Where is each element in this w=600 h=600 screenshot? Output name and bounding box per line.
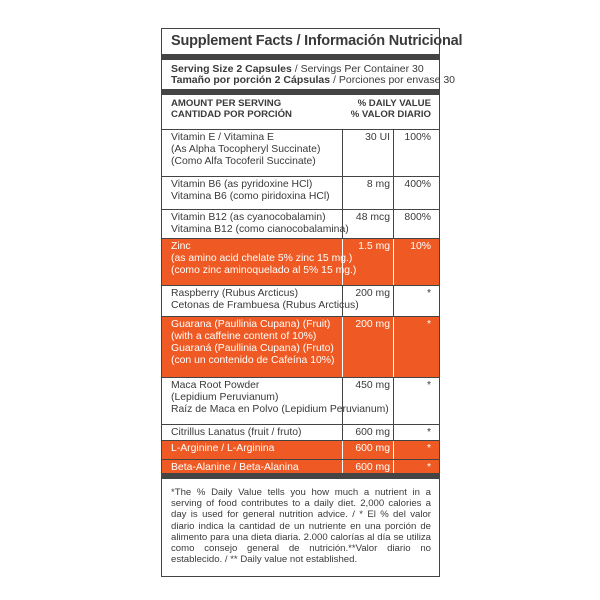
nutrient-name-line: Cetonas de Frambuesa (Rubus Arcticus) xyxy=(171,300,359,311)
nutrient-daily-value: * xyxy=(426,427,431,438)
amount-header xyxy=(171,99,292,120)
serving-line-spanish xyxy=(171,75,455,86)
serving-divider xyxy=(162,89,439,95)
nutrient-daily-value: * xyxy=(426,380,431,391)
column-divider-dv xyxy=(393,210,394,238)
nutrient-row xyxy=(162,129,439,176)
nutrient-name-line: Guarana (Paullinia Cupana) (Fruit) xyxy=(171,319,331,330)
nutrient-name-line: Vitamina B6 (como piridoxina HCl) xyxy=(171,191,330,202)
serving-size-en: Serving Size 2 Capsules xyxy=(171,63,292,75)
column-divider-dv xyxy=(393,317,394,377)
column-divider-amount xyxy=(342,425,343,440)
column-divider-dv xyxy=(393,177,394,209)
nutrient-name xyxy=(171,288,359,312)
footnote: *The % Daily Value tells you how much a nutrient in a serving of food contributes to a daily diet. 2,000 calories a day is used for general nutrition advice. / * El % del valor diario indica la cantidad de un nutriente en una porción de alimento para una dieta diaria. 2.000 calorías al día se utiliza como consejo general de nutrición.**Valor diario no establecido. / ** Daily value not established. xyxy=(171,487,431,566)
column-divider-amount xyxy=(342,441,343,459)
nutrient-daily-value: 400% xyxy=(404,179,431,190)
nutrient-row xyxy=(162,440,439,459)
nutrient-name-line: Citrillus Lanatus (fruit / fruto) xyxy=(171,427,302,438)
nutrient-name xyxy=(171,132,320,168)
nutrient-row xyxy=(162,285,439,316)
nutrient-daily-value: 100% xyxy=(404,132,431,143)
nutrient-name-line: Vitamin B6 (as pyridoxine HCl) xyxy=(171,179,313,190)
nutrient-row xyxy=(162,377,439,424)
nutrient-amount: 30 UI xyxy=(365,132,390,143)
daily-value-header-es: % VALOR DIARIO xyxy=(350,108,431,120)
table-bottom-divider xyxy=(162,473,439,479)
nutrient-name-line: Maca Root Powder xyxy=(171,380,260,391)
nutrient-row xyxy=(162,209,439,238)
column-divider-dv xyxy=(393,130,394,176)
column-divider-amount xyxy=(342,177,343,209)
amount-header-es: CANTIDAD POR PORCIÓN xyxy=(171,108,292,120)
column-divider-amount xyxy=(342,130,343,176)
daily-value-header xyxy=(351,99,431,120)
nutrient-name-line: (Lepidium Peruvianum) xyxy=(171,392,279,403)
nutrient-name xyxy=(171,241,356,277)
nutrient-daily-value: * xyxy=(426,443,431,454)
serving-size-es: Tamaño por porción 2 Cápsulas xyxy=(171,74,331,86)
nutrient-name-line: Beta-Alanine / Beta-Alanina xyxy=(171,462,299,473)
nutrient-name xyxy=(171,443,274,455)
nutrient-name-line: Raíz de Maca en Polvo (Lepidium Peruvianum) xyxy=(171,404,389,415)
nutrient-name-line: Vitamin B12 (as cyanocobalamin) xyxy=(171,212,326,223)
nutrient-name xyxy=(171,427,302,439)
nutrient-amount: 600 mg xyxy=(355,462,390,473)
nutrient-name-line: Vitamin E / Vitamina E xyxy=(171,132,274,143)
nutrient-daily-value: 10% xyxy=(410,241,431,252)
servings-per-container-es: / Porciones por envase 30 xyxy=(330,74,456,86)
daily-value-header-en: % DAILY VALUE xyxy=(357,98,431,109)
column-divider-dv xyxy=(393,239,394,285)
nutrient-name-line: (como zinc aminoquelado al 5% 15 mg.) xyxy=(171,265,357,276)
nutrient-name-line: (as amino acid chelate 5% zinc 15 mg.) xyxy=(171,253,353,264)
nutrient-daily-value: * xyxy=(426,319,431,330)
nutrient-amount: 200 mg xyxy=(355,288,390,299)
nutrient-row xyxy=(162,316,439,377)
column-divider-dv xyxy=(393,378,394,424)
nutrient-name-line: (As Alpha Tocopheryl Succinate) xyxy=(171,144,321,155)
nutrient-amount: 450 mg xyxy=(355,380,390,391)
nutrient-name-line: (con un contenido de Cafeína 10%) xyxy=(171,355,335,366)
nutrient-name-line: Vitamina B12 (como cianocobalamina) xyxy=(171,224,349,235)
nutrient-row xyxy=(162,238,439,285)
nutrient-daily-value: 800% xyxy=(404,212,431,223)
nutrient-amount: 1.5 mg xyxy=(358,241,390,252)
nutrient-name xyxy=(171,179,330,203)
nutrient-name-line: Raspberry (Rubus Arcticus) xyxy=(171,288,299,299)
title-divider xyxy=(162,54,439,60)
amount-header-en: AMOUNT PER SERVING xyxy=(171,98,282,109)
nutrient-name xyxy=(171,212,349,236)
nutrient-amount: 48 mcg xyxy=(355,212,390,223)
nutrient-name-line: L-Arginine / L-Arginina xyxy=(171,443,275,454)
nutrient-daily-value: * xyxy=(426,462,431,473)
column-divider-dv xyxy=(393,441,394,459)
nutrient-name-line: Guaraná (Paullinia Cupana) (Fruto) xyxy=(171,343,334,354)
column-divider-amount xyxy=(342,317,343,377)
nutrient-name-line: (with a caffeine content of 10%) xyxy=(171,331,317,342)
nutrient-row xyxy=(162,424,439,440)
nutrient-daily-value: * xyxy=(426,288,431,299)
servings-per-container-en: / Servings Per Container 30 xyxy=(291,63,424,75)
panel-title: Supplement Facts / Información Nutricional xyxy=(171,33,463,49)
nutrient-amount: 600 mg xyxy=(355,443,390,454)
column-divider-dv xyxy=(393,425,394,440)
nutrient-amount: 8 mg xyxy=(366,179,390,190)
nutrient-name-line: (Como Alfa Tocoferil Succinate) xyxy=(171,156,316,167)
nutrient-amount: 600 mg xyxy=(355,427,390,438)
nutrient-row xyxy=(162,176,439,209)
nutrient-amount: 200 mg xyxy=(355,319,390,330)
column-divider-dv xyxy=(393,286,394,316)
supplement-facts-panel xyxy=(161,28,463,577)
nutrient-name-line: Zinc xyxy=(171,241,191,252)
nutrient-name xyxy=(171,319,334,367)
